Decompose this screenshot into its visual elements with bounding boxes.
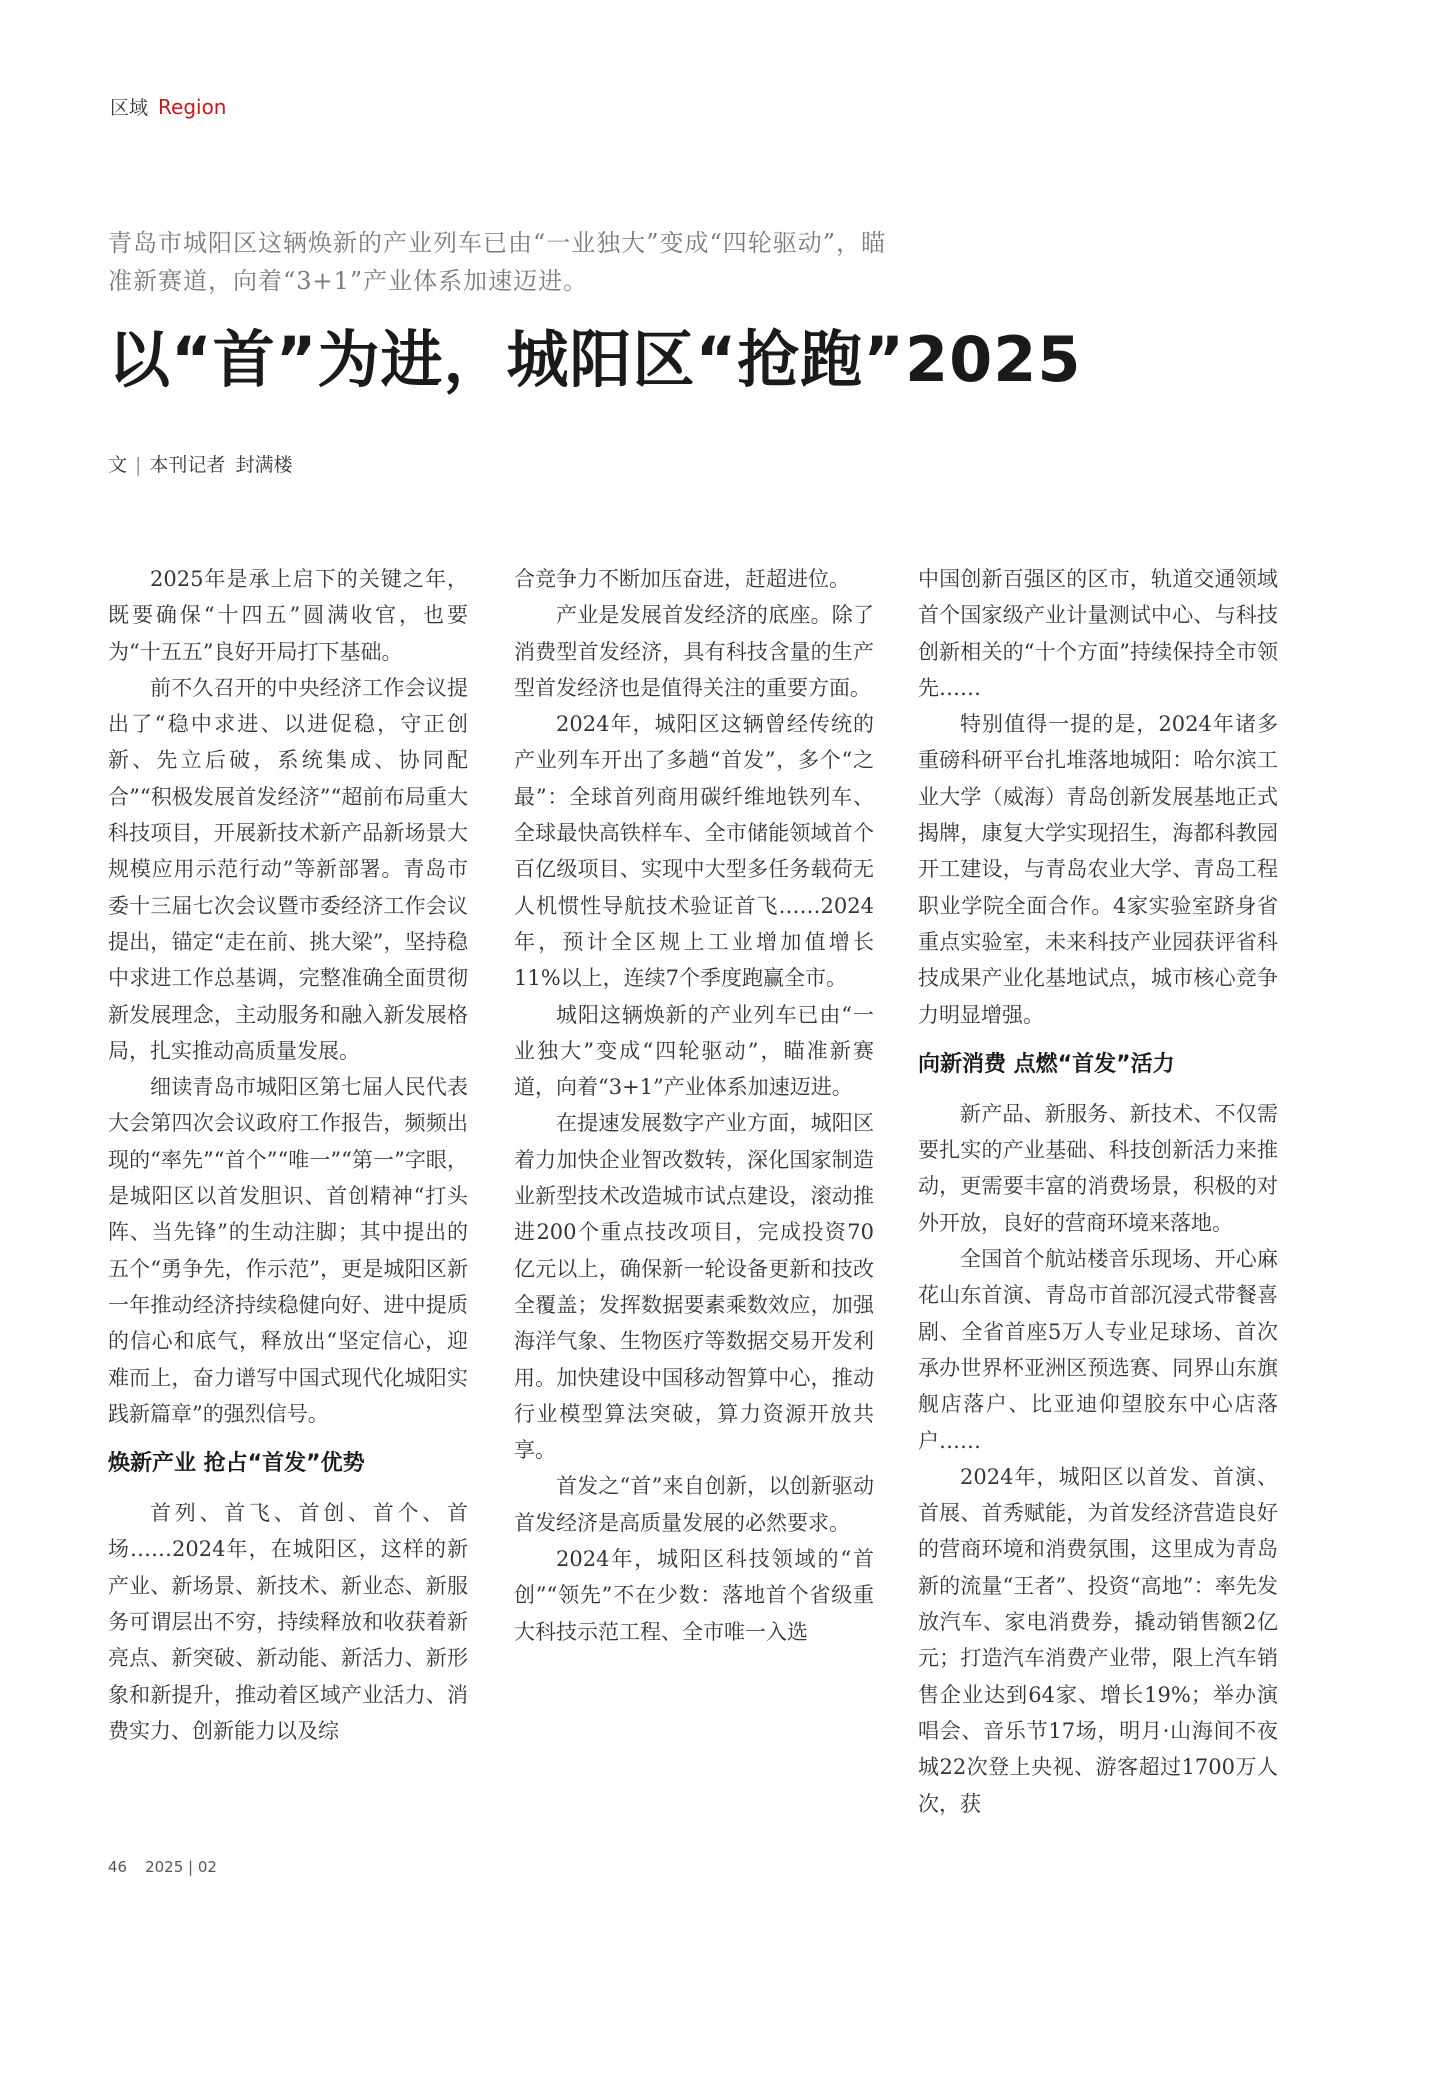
paragraph: 2024年，城阳区以首发、首演、首展、首秀赋能，为首发经济营造良好的营商环境和消费氛围，这里成为青岛新的流量“王者”、投资“高地”：率先发放汽车、家电消费券，撬动销售额2亿元；打造汽车消费产业带，限上汽车销售企业达到64家、增长19%；举办演唱会、音乐节17场，明月·山海间不夜城22次登上央视、游客超过1700万人次，获 <box>918 1464 1278 1816</box>
byline-role: 本刊记者 <box>149 454 226 476</box>
byline <box>108 450 292 477</box>
subheading: 向新消费 点燃“首发”活力 <box>918 1051 1175 1077</box>
byline-separator: | <box>135 454 142 476</box>
section-tag <box>110 93 226 120</box>
standfirst: 青岛市城阳区这辆焕新的产业列车已由“一业独大”变成“四轮驱动”，瞄准新赛道，向着“3+1”产业体系加速迈进。 <box>108 229 887 295</box>
article-column-2 <box>514 561 874 1650</box>
paragraph: 2024年，城阳区科技领域的“首创”“领先”不在少数：落地首个省级重大科技示范工程、全市唯一入选 <box>514 1547 874 1644</box>
headline: 以“首”为进，城阳区“抢跑”2025 <box>108 323 1082 396</box>
subheading: 焕新产业 抢占“首发”优势 <box>108 1451 365 1477</box>
paragraph: 细读青岛市城阳区第七届人民代表大会第四次会议政府工作报告，频频出现的“率先”“首个”“唯一”“第一”字眼，是城阳区以首发胆识、首创精神“打头阵、当先锋”的生动注脚；其中提出的五个“勇争先，作示范”，更是城阳区新一年推动经济持续稳健向好、进中提质的信心和底气，释放出“坚定信心，迎难而上，奋力谱写中国式现代化城阳实践新篇章”的强烈信号。 <box>108 1075 468 1426</box>
issue-number: 2025 | 02 <box>145 1858 217 1876</box>
paragraph: 特别值得一提的是，2024年诸多重磅科研平台扎堆落地城阳：哈尔滨工业大学（威海）青岛创新发展基地正式揭牌，康复大学实现招生，海都科教园开工建设，与青岛农业大学、青岛工程职业学院全面合作。4家实验室跻身省重点实验室，未来科技产业园获评省科技成果产业化基地试点，城市核心竞争力明显增强。 <box>918 712 1278 1027</box>
paragraph: 首列、首飞、首创、首个、首场……2024年，在城阳区，这样的新产业、新场景、新技术、新业态、新服务可谓层出不穷，持续释放和收获着新亮点、新突破、新动能、新活力、新形象和新提升，推动着区域产业活力、消费实力、创新能力以及综 <box>108 1501 468 1743</box>
section-name-cn: 区域 <box>110 97 149 119</box>
byline-author: 封满楼 <box>235 454 293 476</box>
section-name-en: Region <box>158 95 227 119</box>
paragraph: 新产品、新服务、新技术、不仅需要扎实的产业基础、科技创新活力来推动，更需要丰富的消费场景，积极的对外开放，良好的营商环境来落地。 <box>918 1101 1278 1235</box>
paragraph: 首发之“首”来自创新，以创新驱动首发经济是高质量发展的必然要求。 <box>514 1474 874 1535</box>
page-number: 46 <box>108 1858 128 1876</box>
page-footer <box>108 1858 217 1876</box>
paragraph: 2025年是承上启下的关键之年，既要确保“十四五”圆满收官，也要为“十五五”良好开局打下基础。 <box>108 567 468 664</box>
paragraph-continued: 合竞争力不断加压奋进，赶超进位。 <box>514 567 850 591</box>
article-column-3 <box>918 561 1278 1822</box>
paragraph: 全国首个航站楼音乐现场、开心麻花山东首演、青岛市首部沉浸式带餐喜剧、全省首座5万人专业足球场、首次承办世界杯亚洲区预选赛、同界山东旗舰店落户、比亚迪仰望胶东中心店落户…… <box>918 1247 1278 1453</box>
article-column-1 <box>108 561 468 1749</box>
paragraph: 产业是发展首发经济的底座。除了消费型首发经济，具有科技含量的生产型首发经济也是值得关注的重要方面。 <box>514 603 874 700</box>
paragraph: 前不久召开的中央经济工作会议提出了“稳中求进、以进促稳，守正创新、先立后破，系统集成、协同配合”“积极发展首发经济”“超前布局重大科技项目，开展新技术新产品新场景大规模应用示范行动”等新部署。青岛市委十三届七次会议暨市委经济工作会议提出，锚定“走在前、挑大梁”，坚持稳中求进工作总基调，完整准确全面贯彻新发展理念，主动服务和融入新发展格局，扎实推动高质量发展。 <box>108 675 468 1063</box>
paragraph: 在提速发展数字产业方面，城阳区着力加快企业智改数转，深化国家制造业新型技术改造城市试点建设，滚动推进200个重点技改项目，完成投资70亿元以上，确保新一轮设备更新和技改全覆盖；发挥数据要素乘数效应，加强海洋气象、生物医疗等数据交易开发利用。加快建设中国移动智算中心，推动行业模型算法突破，算力资源开放共享。 <box>514 1111 874 1463</box>
paragraph: 城阳这辆焕新的产业列车已由“一业独大”变成“四轮驱动”，瞄准新赛道，向着“3+1”产业体系加速迈进。 <box>514 1002 874 1100</box>
paragraph: 2024年，城阳区这辆曾经传统的产业列车开出了多趟“首发”，多个“之最”：全球首列商用碳纤维地铁列车、全球最快高铁样车、全市储能领域首个百亿级项目、实现中大型多任务载荷无人机惯性导航技术验证首飞……2024年，预计全区规上工业增加值增长11%以上，连续7个季度跑赢全市。 <box>514 712 874 991</box>
byline-label: 文 <box>108 454 128 476</box>
paragraph-continued: 中国创新百强区的区市，轨道交通领域首个国家级产业计量测试中心、与科技创新相关的“十个方面”持续保持全市领先…… <box>918 567 1278 700</box>
